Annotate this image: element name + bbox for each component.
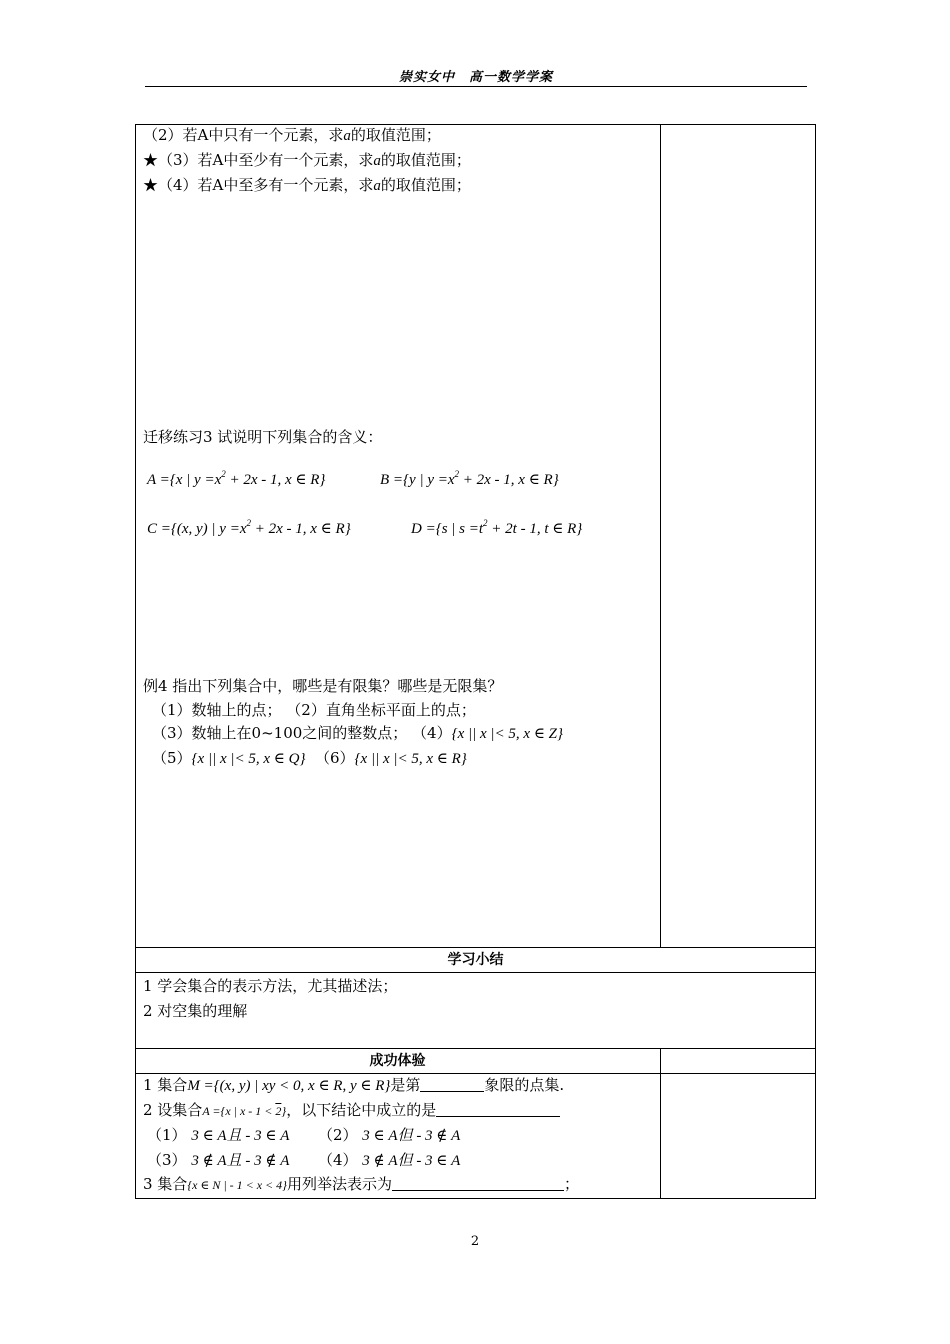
success-question-3: 3 集合{x ∈ N | - 1 < x < 4}用列举法表示为 ； <box>143 1175 579 1193</box>
summary-item-1: 1 学会集合的表示方法，尤其描述法； <box>143 977 398 995</box>
question-2: （2）若A中只有一个元素，求a的取值范围； <box>143 126 441 144</box>
example-4-line-3: （5）{x || x |< 5, x ∈ Q} （6）{x || x |< 5, x ∈ R} <box>152 749 467 767</box>
transfer-practice-title: 迁移练习3 试说明下列集合的含义： <box>143 428 383 446</box>
success-options-row-1: （1） 3 ∈ A且 - 3 ∈ A （2） 3 ∈ A但 - 3 ∉ A <box>147 1126 461 1144</box>
header-rule <box>145 86 807 87</box>
example-4-title: 例4 指出下列集合中，哪些是有限集？哪些是无限集？ <box>143 677 503 695</box>
example-4-line-2: （3）数轴上在0~100之间的整数点； （4）{x || x |< 5, x ∈ Z} <box>152 724 564 742</box>
set-a-definition: A ={x | $y =x^2 + 2x - 1$, x ∈ R} <box>147 469 326 488</box>
question-4: ★（4）若A中至多有一个元素，求a的取值范围； <box>143 176 471 194</box>
success-question-1: 1 集合M ={(x, y) | xy < 0, x ∈ R, y ∈ R}是第 象限的点集. <box>143 1076 565 1094</box>
summary-item-2: 2 对空集的理解 <box>143 1002 248 1020</box>
success-options-row-2: （3） 3 ∉ A且 - 3 ∉ A （4） 3 ∉ A但 - 3 ∈ A <box>147 1151 461 1169</box>
answer-blank-2[interactable] <box>436 1102 560 1117</box>
set-c-definition: C ={(x, y) | $y =x^2 + 2x - 1$, x ∈ R} <box>147 518 351 537</box>
success-heading: 成功体验 <box>369 1053 426 1069</box>
success-content-divider <box>660 1073 661 1199</box>
answer-blank-3[interactable] <box>392 1176 564 1191</box>
example-4-line-1: （1）数轴上的点； （2）直角坐标平面上的点； <box>152 701 476 719</box>
summary-heading: 学习小结 <box>447 952 504 968</box>
set-d-definition: D ={s | $s =t^2 + 2t - 1$, t ∈ R} <box>411 518 583 537</box>
main-margin-divider <box>660 124 661 948</box>
success-heading-divider <box>660 1048 661 1074</box>
set-b-definition: B ={y | $y =x^2 + 2x - 1$, x ∈ R} <box>380 469 559 488</box>
page-number: 2 <box>470 1234 480 1249</box>
question-3: ★（3）若A中至少有一个元素，求a的取值范围； <box>143 151 471 169</box>
success-question-2: 2 设集合A ={x | x - 1 < 2}，以下结论中成立的是 <box>143 1101 560 1120</box>
page-header: 崇实女中 高一数学学案 <box>398 70 553 85</box>
answer-blank-1[interactable] <box>420 1077 484 1092</box>
